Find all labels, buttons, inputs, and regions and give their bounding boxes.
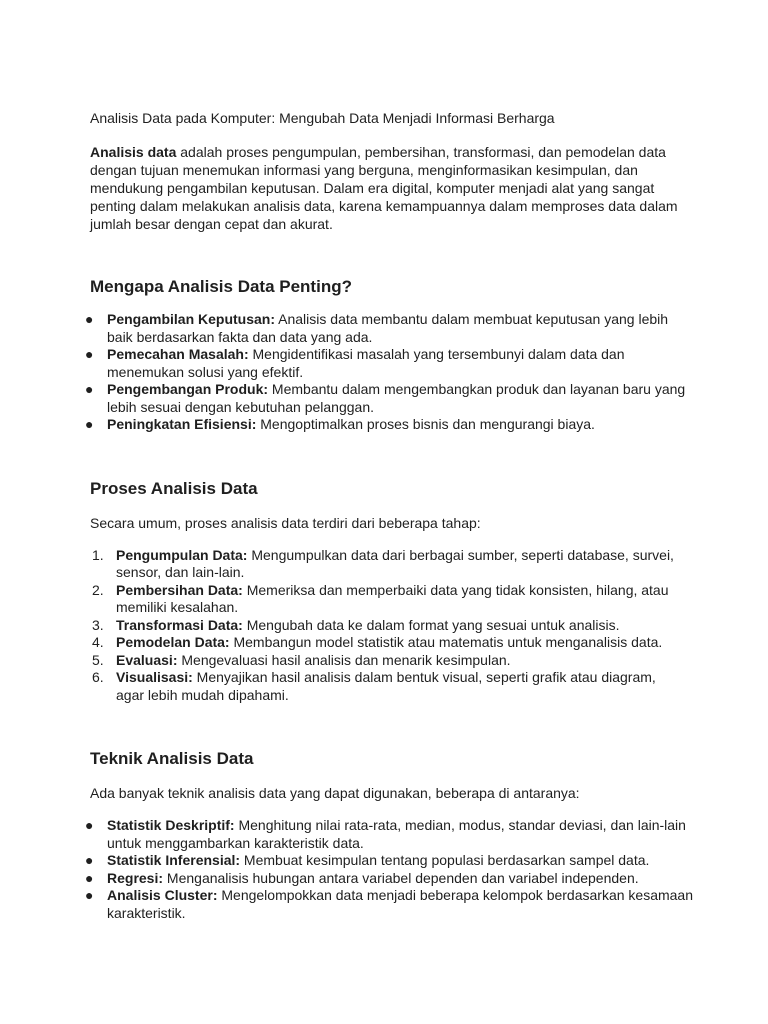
intro-term: Analisis data (90, 144, 177, 160)
heading-proses-analisis: Proses Analisis Data (90, 478, 258, 498)
list-item: ● Regresi: Menganalisis hubungan antara variabel dependen dan variabel independen. (85, 869, 639, 886)
list-teknik (85, 817, 693, 922)
intro-paragraph (90, 143, 690, 233)
intro-text: adalah proses pengumpulan, pembersihan, transformasi, dan pemodelan data dengan tujuan menemukan informasi yang berguna, menginformasikan kesimpulan, dan mendukung pengambilan keputusan. Dalam era digital, komputer menjadi alat yang sangat penting dalam melakukan analisis data, karena kemampuannya dalam memproses data dalam jumlah besar dengan cepat dan akurat. (90, 144, 678, 232)
document-title: Analisis Data pada Komputer: Mengubah Data Menjadi Informasi Berharga (90, 110, 555, 126)
step-number: 6. (92, 669, 104, 685)
document-page (85, 110, 693, 922)
heading-teknik-analisis: Teknik Analisis Data (90, 749, 254, 768)
bullet-icon: ● (85, 817, 94, 833)
list-item: ● Pengembangan Produk: Membantu dalam mengembangkan produk dan layanan baru yang lebih sesuai dengan kebutuhan pelanggan. (85, 381, 686, 415)
proses-intro: Secara umum, proses analisis data terdiri dari beberapa tahap: (90, 514, 481, 531)
list-item: ● Statistik Inferensial: Membuat kesimpulan tentang populasi berdasarkan sampel data. (85, 852, 650, 868)
list-item: 6. Visualisasi: Menyajikan hasil analisis dalam bentuk visual, seperti grafik atau diagram, agar lebih mudah dipahami. (92, 669, 656, 703)
bullet-icon: ● (85, 381, 94, 397)
list-item: 2. Pembersihan Data: Memeriksa dan memperbaiki data yang tidak konsisten, hilang, atau memiliki kesalahan. (92, 581, 669, 615)
bullet-icon: ● (85, 346, 94, 362)
list-item: ● Peningkatan Efisiensi: Mengoptimalkan proses bisnis dan mengurangi biaya. (85, 416, 595, 432)
list-item: 3. Transformasi Data: Mengubah data ke dalam format yang sesuai untuk analisis. (92, 616, 620, 633)
bullet-icon: ● (85, 887, 94, 903)
step-number: 4. (92, 634, 104, 650)
list-item: 4. Pemodelan Data: Membangun model statistik atau matematis untuk menganalisis data. (92, 634, 663, 650)
list-proses (90, 547, 690, 705)
list-item: ● Analisis Cluster: Mengelompokkan data menjadi beberapa kelompok berdasarkan kesamaan karakteristik. (85, 887, 693, 921)
step-number: 3. (92, 616, 104, 633)
step-number: 5. (92, 651, 104, 668)
list-item: ● Pengambilan Keputusan: Analisis data membantu dalam membuat keputusan yang lebih baik berdasarkan fakta dan data yang ada. (85, 311, 669, 345)
list-item: ● Pemecahan Masalah: Mengidentifikasi masalah yang tersembunyi dalam data dan menemukan solusi yang efektif. (85, 346, 625, 380)
bullet-icon: ● (85, 311, 94, 327)
list-penting (85, 311, 690, 434)
bullet-icon: ● (85, 416, 94, 432)
bullet-icon: ● (85, 869, 94, 886)
list-item: 5. Evaluasi: Mengevaluasi hasil analisis dan menarik kesimpulan. (92, 651, 511, 668)
list-item: 1. Pengumpulan Data: Mengumpulkan data dari berbagai sumber, seperti database, survei, sensor, dan lain-lain. (92, 546, 674, 580)
bullet-icon: ● (85, 852, 94, 868)
heading-mengapa-penting: Mengapa Analisis Data Penting? (90, 277, 352, 296)
list-item: ● Statistik Deskriptif: Menghitung nilai rata-rata, median, modus, standar deviasi, dan lain-lain untuk menggambarkan karakteristik data. (85, 817, 686, 851)
teknik-intro: Ada banyak teknik analisis data yang dapat digunakan, beberapa di antaranya: (90, 785, 580, 801)
step-number: 2. (92, 581, 104, 598)
step-number: 1. (92, 546, 104, 563)
